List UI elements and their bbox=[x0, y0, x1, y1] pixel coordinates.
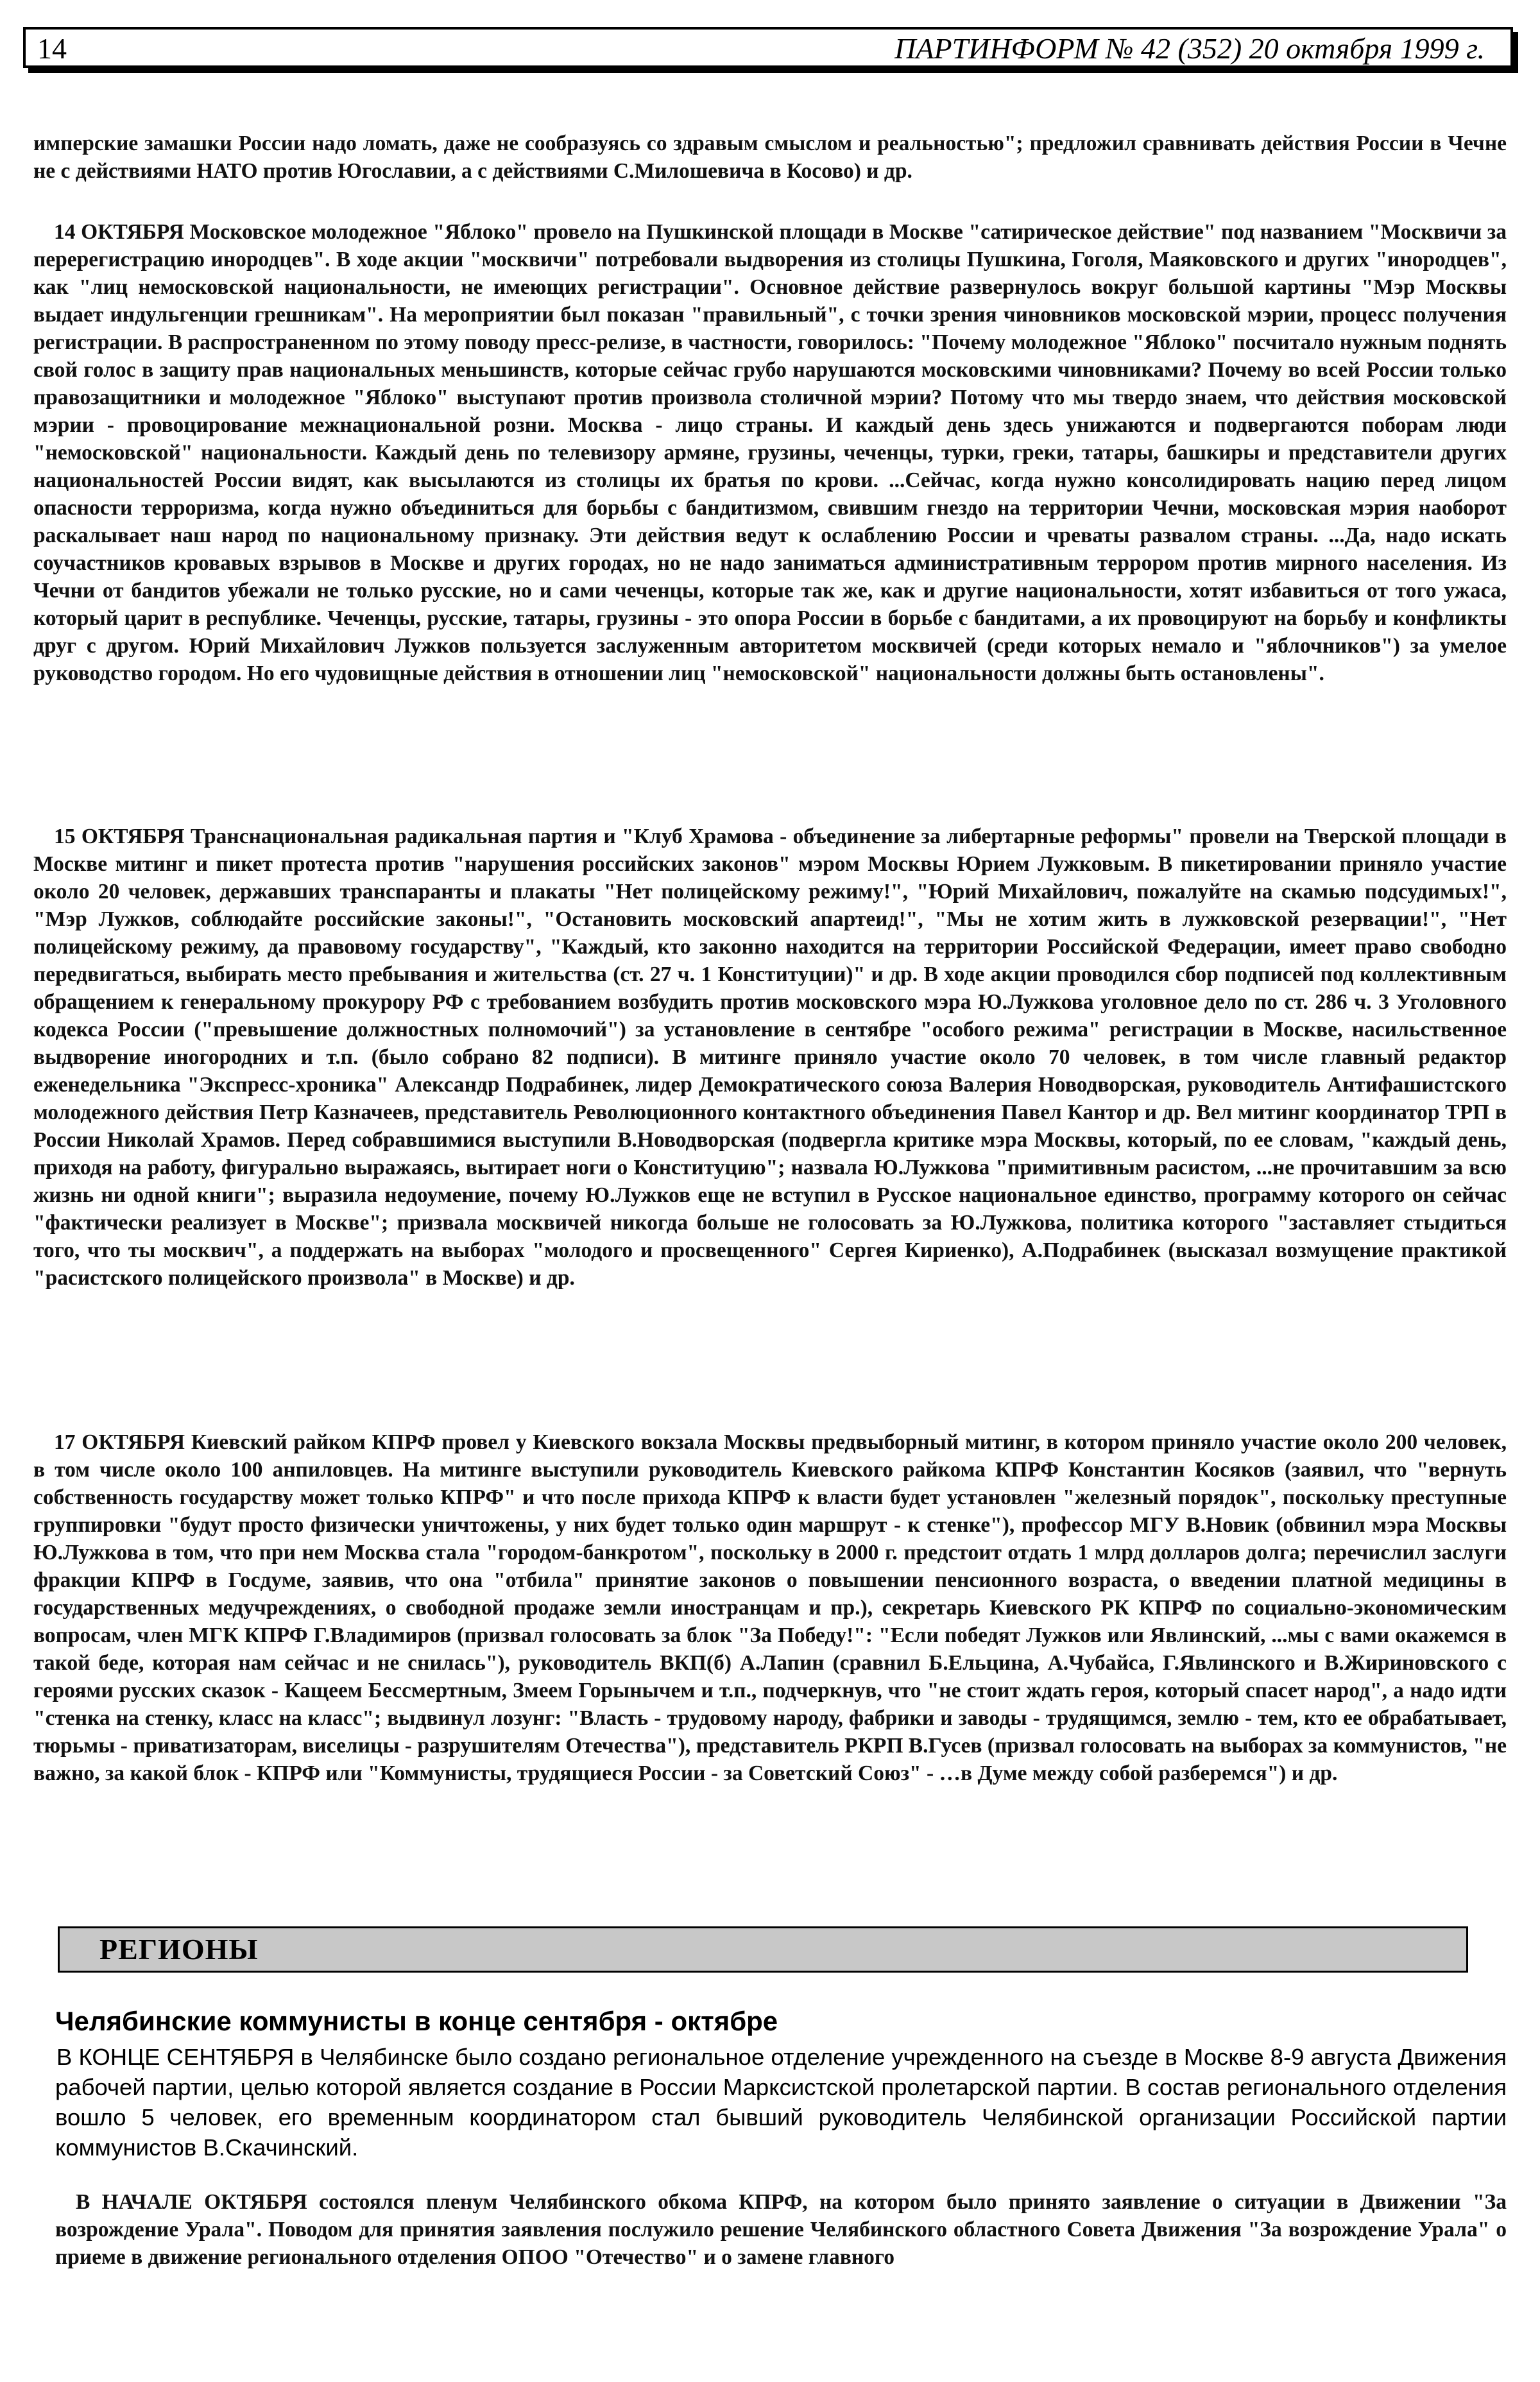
section-header bbox=[58, 1926, 1468, 1973]
paragraph-date: 14 ОКТЯБРЯ bbox=[54, 220, 184, 244]
paragraph-continued bbox=[33, 130, 1507, 185]
paragraph-date: 15 ОКТЯБРЯ bbox=[54, 825, 185, 848]
paragraph-oct-14 bbox=[33, 218, 1507, 687]
section-title: РЕГИОНЫ bbox=[99, 1933, 259, 1966]
header-shadow bbox=[28, 68, 1518, 73]
paragraph-text: Киевский райком КПРФ провел у Киевского вокзала Москвы предвыборный митинг, в котором приняло участие около 200 человек, в том числе около 100 анпиловцев. На митинге выступили руководитель Киевского райкома КПРФ Константин Косяков (заявил, что "вернуть собственность государству может только КПРФ" и что после прихода КПРФ к власти будет установлен "железный порядок", поскольку преступные группировки "будут просто физически уничтожены, у них будет только один маршрут - к стенке"), профессор МГУ В.Новик (обвинил мэра Москвы Ю.Лужкова в том, что при нем Москва стала "городом-банкротом", поскольку в 2000 г. предстоит отдать 1 млрд долларов долга; перечислил заслуги фракции КПРФ в Госдуме, заявив, что она "отбила" принятие законов о повышении пенсионного возраста, о введении платной медицины в государственных медучреждениях, о свободной продаже земли иностранцам и пр.), секретарь Киевского РК КПРФ по социально-экономическим вопросам, член МГК КПРФ Г.Владимиров (призвал голосовать за блок "За Победу!": "Если победят Лужков или Явлинский, ...мы с вами окажемся в такой беде, которая нам сейчас и не снилась"), руководитель ВКП(б) А.Лапин (сравнил Б.Ельцина, А.Чубайса, Г.Явлинского и В.Жириновского с героями русских сказок - Кащеем Бессмертным, Змеем Горынычем и т.п., подчеркнув, что "не стоит ждать героя, который спасет народ", а надо идти "стенка на стенку, класс на класс"; выдвинул лозунг: "Власть - трудовому народу, фабрики и заводы - трудящимся, землю - тем, кто ее обрабатывает, тюрьмы - приватизаторам, виселицы - разрушителям Отечества"), представитель РКРП В.Гусев (призвал голосовать на выборах за коммунистов, "не важно, за какой блок - КПРФ или "Коммунисты, трудящиеся России - за Советский Союз" - …в Думе между собой разберемся") и др. bbox=[33, 1430, 1507, 1785]
paragraph-text: состоялся пленум Челябинского обкома КПРФ, на котором было принято заявление о ситуации в Движении "За возрождение Урала". Поводом для принятия заявления послужило решение Челябинского областного Совета Движения "За возрождение Урала" о приеме в движение регионального отделения ОПОО "Отечество" и о замене главного bbox=[55, 2190, 1507, 2269]
paragraph-text: Московское молодежное "Яблоко" провело на Пушкинской площади в Москве "сатирическое действие" под названием "Москвичи за перерегистрацию инородцев". В ходе акции "москвичи" потребовали выдворения из столицы Пушкина, Гоголя, Маяковского и других "инородцев", как "лиц немосковской национальности, не имеющих регистрации". Основное действие развернулось вокруг большой картины "Мэр Москвы выдает индульгенции грешникам". На мероприятии был показан "правильный", с точки зрения чиновников московской мэрии, процесс получения регистрации. В распространенном по этому поводу пресс-релизе, в частности, говорилось: "Почему молодежное "Яблоко" посчитало нужным поднять свой голос в защиту прав национальных меньшинств, которые сейчас грубо нарушаются московскими чиновниками? Почему во всей России только правозащитники и молодежное "Яблоко" выступают против произвола столичной мэрии? Потому что мы твердо знаем, что действия московской мэрии - провоцирование межнациональной розни. Москва - лицо страны. И каждый день здесь унижаются и подвергаются поборам люди "немосковской" национальности. Каждый день по телевизору армяне, грузины, чеченцы, турки, греки, татары, башкиры и представители других национальностей России видят, как высылаются из столицы их братья по крови. ...Сейчас, когда нужно консолидировать нацию перед лицом опасности терроризма, когда нужно объединиться для борьбы с бандитизмом, свившим гнездо на территории Чечни, московская мэрия наоборот раскалывает наш народ по национальному признаку. Эти действия ведут к ослаблению России и чреваты развалом страны. ...Да, надо искать соучастников кровавых взрывов в Москве и других городах, но не надо заниматься административным террором против мирного населения. Из Чечни от бандитов убежали не только русские, но и сами чеченцы, которые так же, как и другие национальности, хотят избавиться от того ужаса, который царит в республике. Чеченцы, русские, татары, грузины - это опора России в борьбе с бандитами, а их провоцируют на борьбу и конфликты друг с другом. Юрий Михайлович Лужков пользуется заслуженным авторитетом москвичей (среди которых немало и "яблочников") за умелое руководство городом. Но его чудовищные действия в отношении лиц "немосковской" национальности должны быть остановлены". bbox=[33, 220, 1507, 685]
article-intro: В КОНЦЕ СЕНТЯБРЯ в Челябинске было создано региональное отделение учрежденного на съезде в Москве 8-9 августа Движения рабочей партии, целью которой является создание в России Марксистской пролетарской партии. В состав регионального отделения вошло 5 человек, его временным координатором стал бывший руководитель Челябинской организации Российской партии коммунистов В.Скачинский. bbox=[55, 2044, 1507, 2161]
paragraph-early-october bbox=[55, 2188, 1507, 2271]
publication-title: ПАРТИНФОРМ № 42 (352) 20 октября 1999 г. bbox=[894, 32, 1485, 65]
paragraph-date: 17 ОКТЯБРЯ bbox=[54, 1430, 185, 1454]
page-number: 14 bbox=[37, 32, 67, 65]
paragraph-date: В НАЧАЛЕ ОКТЯБРЯ bbox=[76, 2190, 307, 2214]
article-title: Челябинские коммунисты в конце сентября - октябре bbox=[55, 2006, 778, 2036]
page-header bbox=[23, 27, 1513, 68]
header-shadow-right bbox=[1513, 32, 1518, 73]
paragraph-oct-17 bbox=[33, 1428, 1507, 1787]
paragraph-text: имперские замашки России надо ломать, даже не сообразуясь со здравым смыслом и реальностью"; предложил сравнивать действия России в Чечне не с действиями НАТО против Югославии, а с действиями С.Милошевича в Косово) и др. bbox=[33, 132, 1507, 183]
paragraph-oct-15 bbox=[33, 823, 1507, 1292]
paragraph-text: Транснациональная радикальная партия и "Клуб Храмова - объединение за либертарные реформы" провели на Тверской площади в Москве митинг и пикет протеста против "нарушения российских законов" мэром Москвы Юрием Лужковым. В пикетировании приняло участие около 20 человек, державших транспаранты и плакаты "Нет полицейскому режиму!", "Юрий Михайлович, пожалуйте на скамью подсудимых!", "Мэр Лужков, соблюдайте российские законы!", "Остановить московский апартеид!", "Мы не хотим жить в лужковской резервации!", "Нет полицейскому режиму, да правовому государству", "Каждый, кто законно находится на территории Российской Федерации, имеет право свободно передвигаться, выбирать место пребывания и жительства (ст. 27 ч. 1 Конституции)" и др. В ходе акции проводился сбор подписей под коллективным обращением к генеральному прокурору РФ с требованием возбудить против московского мэра Ю.Лужкова уголовное дело по ст. 286 ч. 3 Уголовного кодекса России ("превышение должностных полномочий") за установление в сентябре "особого режима" регистрации в Москве, насильственное выдворение иногородних и т.п. (было собрано 82 подписи). В митинге приняло участие около 70 человек, в том числе главный редактор еженедельника "Экспресс-хроника" Александр Подрабинек, лидер Демократического союза Валерия Новодворская, руководитель Антифашистского молодежного действия Петр Казначеев, представитель Революционного контактного объединения Павел Кантор и др. Вел митинг координатор ТРП в России Николай Храмов. Перед собравшимися выступили В.Новодворская (подвергла критике мэра Москвы, который, по ее словам, "каждый день, приходя на работу, фигурально выражаясь, вытирает ноги о Конституцию"; назвала Ю.Лужкова "примитивным расистом, ...не прочитавшим за всю жизнь ни одной книги"; выразила недоумение, почему Ю.Лужков еще не вступил в Русское национальное единство, программу которого он сейчас "фактически реализует в Москве"; призвала москвичей никогда больше не голосовать за Ю.Лужкова, политика которого "заставляет стыдиться того, что ты москвич", а поддержать на выборах "молодого и просвещенного" Сергея Кириенко), А.Подрабинек (высказал возмущение практикой "расистского полицейского произвола" в Москве) и др. bbox=[33, 825, 1507, 1290]
